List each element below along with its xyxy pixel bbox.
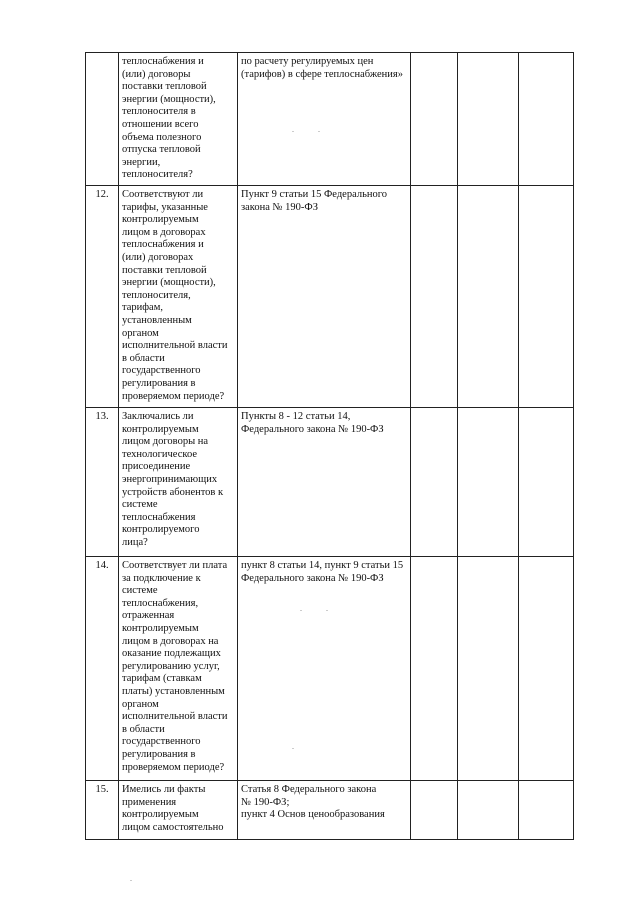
table-row — [86, 408, 574, 557]
scan-speck — [292, 748, 294, 749]
answer-yes-cell — [411, 408, 458, 557]
answer-na-cell — [519, 781, 574, 840]
scan-speck — [326, 610, 328, 611]
answer-yes-cell — [411, 186, 458, 408]
scan-speck — [318, 131, 320, 132]
scan-speck — [292, 131, 294, 132]
answer-na-cell — [519, 557, 574, 781]
legal-reference-cell: Статья 8 Федерального закона № 190-ФЗ; пункт 4 Основ ценообразования — [238, 781, 411, 840]
row-number: 15. — [86, 781, 119, 840]
answer-no-cell — [458, 186, 519, 408]
row-number: 13. — [86, 408, 119, 557]
row-number: 12. — [86, 186, 119, 408]
answer-no-cell — [458, 781, 519, 840]
answer-no-cell — [458, 408, 519, 557]
answer-yes-cell — [411, 557, 458, 781]
legal-reference-cell: по расчету регулируемых цен (тарифов) в сфере теплоснабжения» — [238, 53, 411, 186]
legal-reference-cell: Пункты 8 - 12 статьи 14, Федерального закона № 190-ФЗ — [238, 408, 411, 557]
question-cell: Соответствуют ли тарифы, указанные контролируемым лицом в договорах теплоснабжения и (или) договорах поставки тепловой энергии (мощности), теплоносителя, тарифам, установленным органом исполнительной власти в области государственного регулирования в проверяемом периоде? — [119, 186, 238, 408]
answer-na-cell — [519, 186, 574, 408]
checklist-table — [85, 52, 574, 840]
answer-na-cell — [519, 408, 574, 557]
question-cell: Имелись ли факты применения контролируемым лицом самостоятельно — [119, 781, 238, 840]
table-row — [86, 186, 574, 408]
legal-reference-cell: Пункт 9 статьи 15 Федерального закона № 190-ФЗ — [238, 186, 411, 408]
answer-yes-cell — [411, 53, 458, 186]
answer-no-cell — [458, 557, 519, 781]
row-number: 14. — [86, 557, 119, 781]
table-row — [86, 557, 574, 781]
scan-speck — [130, 880, 132, 881]
answer-na-cell — [519, 53, 574, 186]
question-cell: Заключались ли контролируемым лицом договоры на технологическое присоединение энергопринимающих устройств абонентов к системе теплоснабжения контролируемого лица? — [119, 408, 238, 557]
question-cell: Соответствует ли плата за подключение к системе теплоснабжения, отраженная контролируемым лицом в договорах на оказание подлежащих регулированию услуг, тарифам (ставкам платы) установленным органом исполнительной власти в области государственного регулирования в проверяемом периоде? — [119, 557, 238, 781]
table-row — [86, 53, 574, 186]
table-row — [86, 781, 574, 840]
question-cell: теплоснабжения и (или) договоры поставки тепловой энергии (мощности), теплоносителя в отношении всего объема полезного отпуска тепловой энергии, теплоносителя? — [119, 53, 238, 186]
legal-reference-cell: пункт 8 статьи 14, пункт 9 статьи 15 Федерального закона № 190-ФЗ — [238, 557, 411, 781]
answer-yes-cell — [411, 781, 458, 840]
row-number — [86, 53, 119, 186]
answer-no-cell — [458, 53, 519, 186]
scan-speck — [300, 610, 302, 611]
